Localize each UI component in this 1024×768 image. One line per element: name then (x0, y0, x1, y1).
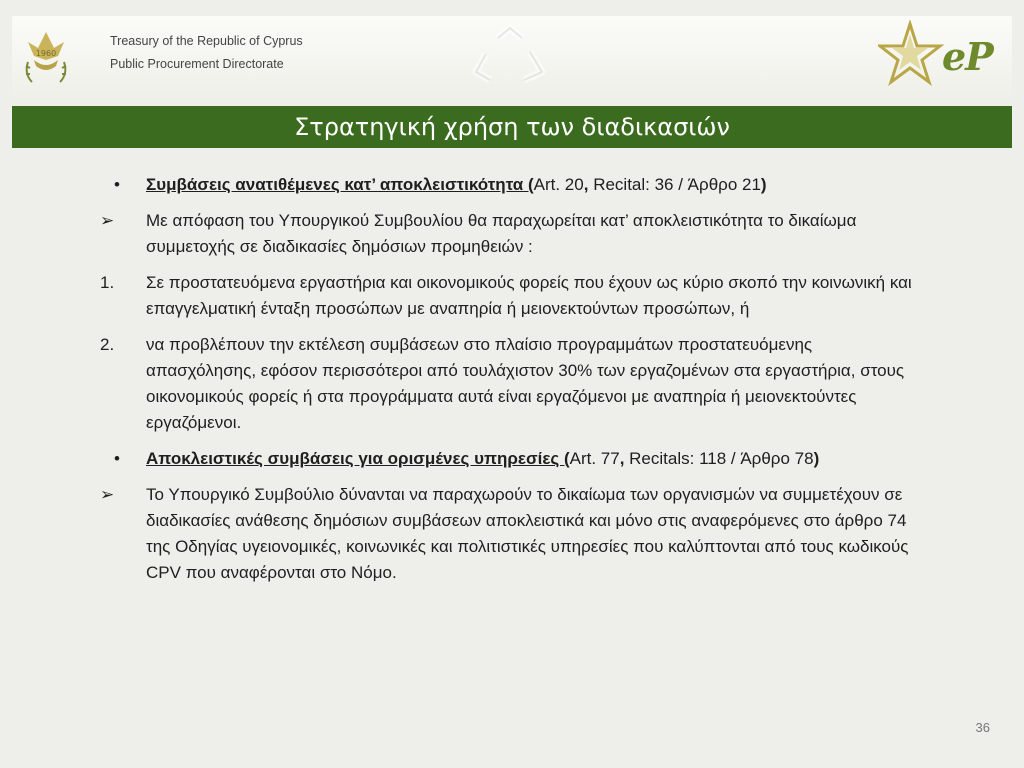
item-text: Το Υπουργικό Συμβούλιο δύνανται να παραχωρούν το δικαίωμα των οργανισμών να συμμετέχουν σε διαδικασίες ανάθεσης δημόσιων συμβάσεων αποκλειστικά και μόνο στις αναφερόμενες στο άρθρο 74 της Οδηγίας υγειονομικές, κοινωνικές και πολιτιστικές υπηρεσίες που καλύπτονται από τους κωδικούς CPV που αναφέρονται στο Νόμο. (146, 485, 909, 582)
numbered-item (100, 332, 920, 436)
arrow-item (100, 208, 920, 260)
arrow-marker: ➢ (100, 485, 115, 504)
slide-title-bar (12, 106, 1012, 148)
number-marker: 2. (100, 335, 115, 354)
item-text: Με απόφαση του Υπουργικού Συμβουλίου θα παραχωρείται κατ’ αποκλειστικότητα το δικαίωμα συμμετοχής σε διαδικασίες δημόσιων προμηθειών : (146, 211, 857, 256)
number-marker: 1. (100, 273, 115, 292)
page-number: 36 (975, 720, 990, 735)
bullet-item (100, 172, 920, 198)
ref-separator: , (619, 449, 630, 468)
item-text: να προβλέπουν την εκτέλεση συμβάσεων στο πλαίσιο προγραμμάτων προστατευόμενης απασχόλησης, εφόσον περισσότεροι από τουλάχιστον 30% των εργαζομένων στα εργαστήρια, στους οικονομικούς φορείς ή στα προγράμματα αυτά είναι εργαζόμενοι με αναπηρία ή μειονεκτούντες εργαζόμενοι. (146, 335, 905, 432)
numbered-item (100, 270, 920, 322)
ep-logo-text: eP (942, 34, 993, 79)
ref-close: ) (813, 449, 820, 468)
section-heading: Συμβάσεις ανατιθέμενες κατ’ αποκλειστικότητα ( (146, 175, 534, 194)
arrow-marker: ➢ (100, 211, 115, 230)
article-ref: Art. 20 (533, 175, 584, 194)
cyprus-coat-of-arms-icon (20, 26, 72, 88)
recycle-icon (468, 24, 552, 90)
article-ref: Art. 77 (569, 449, 620, 468)
svg-text:1960: 1960 (35, 49, 57, 58)
org-name: Treasury of the Republic of Cyprus (110, 34, 303, 48)
bullet-item (100, 446, 920, 472)
arrow-item (100, 482, 920, 586)
bullet-marker: • (114, 449, 120, 468)
recital-ref: Recital: 36 / Άρθρο 21 (593, 175, 761, 194)
recital-ref: Recitals: 118 / Άρθρο 78 (629, 449, 814, 468)
org-directorate: Public Procurement Directorate (110, 57, 284, 71)
section-heading: Αποκλειστικές συμβάσεις για ορισμένες υπηρεσίες ( (146, 449, 570, 468)
ref-separator: , (583, 175, 594, 194)
item-text: Σε προστατευόμενα εργαστήρια και οικονομικούς φορείς που έχουν ως κύριο σκοπό την κοινωνική και επαγγελματική ένταξη προσώπων με αναπηρία ή μειονεκτούντων προσώπων, ή (146, 273, 912, 318)
slide-content (100, 172, 920, 596)
bullet-marker: • (114, 175, 120, 194)
slide-title: Στρατηγική χρήση των διαδικασιών (294, 113, 730, 141)
ref-close: ) (760, 175, 767, 194)
